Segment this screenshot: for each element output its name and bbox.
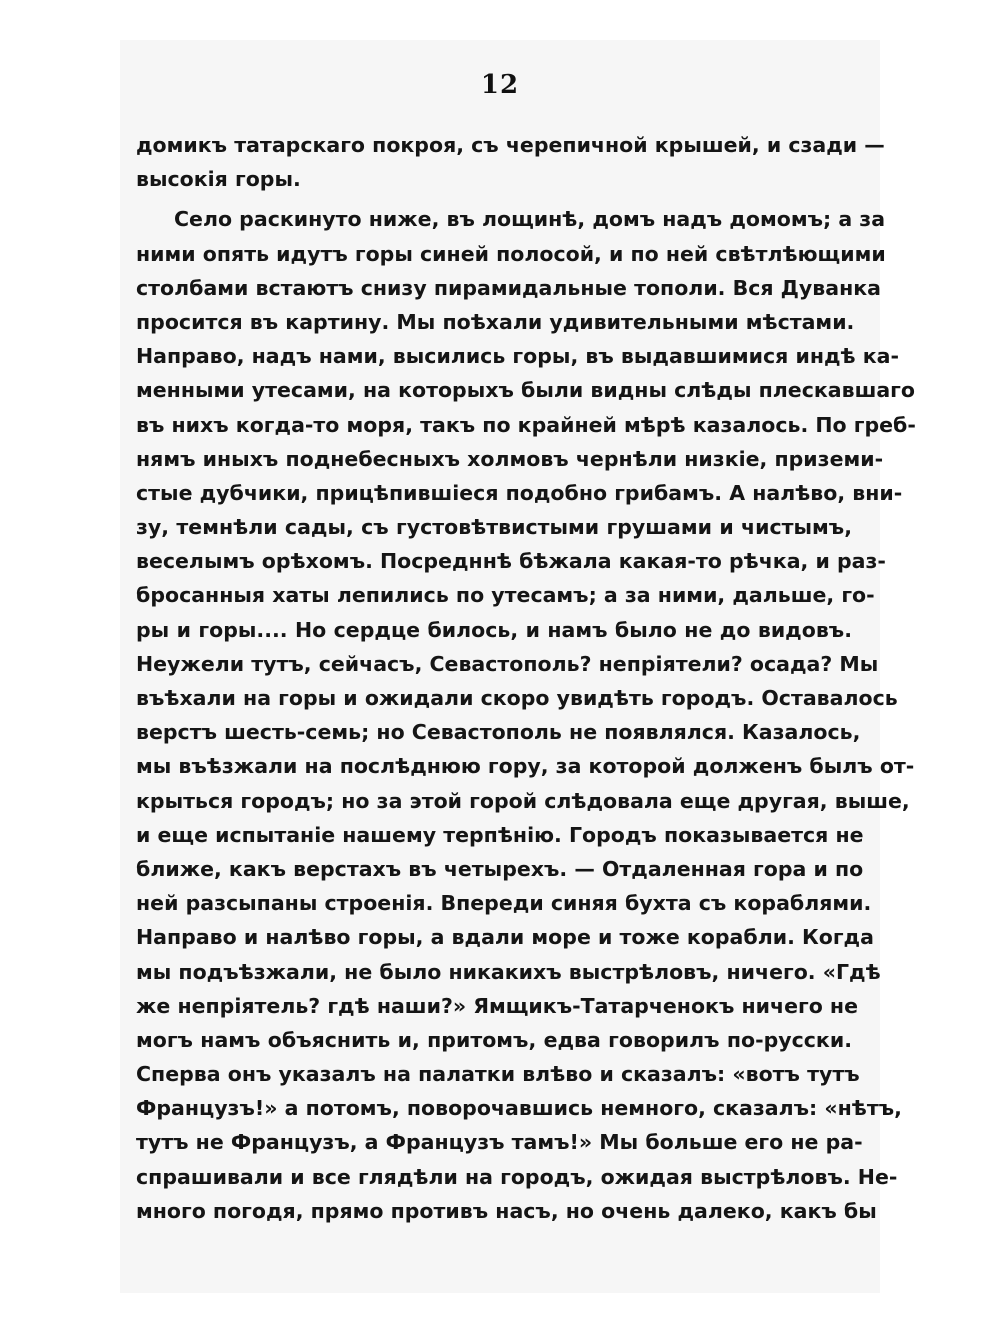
- text-line: домикъ татарскаго покроя, съ черепичной крышей, и сзади —: [136, 133, 885, 157]
- text-line: и еще испытаніе нашему терпѣнію. Городъ показывается не: [136, 822, 864, 847]
- text-line: ними опять идутъ горы синей полосой, и по ней свѣтлѣющими: [136, 241, 886, 266]
- text-line: ней разсыпаны строенія. Впереди синяя бухта съ кораблями.: [136, 891, 872, 916]
- book-page: [120, 40, 916, 1293]
- text-line: столбами встаютъ снизу пирамидальные тополи. Вся Дуванка: [136, 275, 882, 300]
- text-line: крыться городъ; но за этой горой слѣдовала еще другая, выше,: [136, 788, 910, 813]
- text-line: высокія горы.: [136, 167, 301, 192]
- text-line: бросанныя хаты лепились по утесамъ; а за ними, дальше, го-: [136, 583, 875, 608]
- text-line: Французъ!» а потомъ, поворочавшись немного, сказалъ: «нѣтъ,: [136, 1096, 902, 1121]
- text-line: ры и горы.... Но сердце билось, и намъ было не до видовъ.: [136, 617, 852, 642]
- text-line: мы подъѣзжали, не было никакихъ выстрѣловъ, ничего. «Гдѣ: [136, 959, 881, 984]
- text-line: много погодя, прямо противъ насъ, но очень далеко, какъ бы: [136, 1198, 877, 1223]
- text-line: просится въ картину. Мы поѣхали удивительными мѣстами.: [136, 309, 855, 334]
- text-line: Направо и налѣво горы, а вдали море и тоже корабли. Когда: [136, 925, 874, 950]
- text-line: Неужели тутъ, сейчасъ, Севастополь? непріятели? осада? Мы: [136, 651, 879, 676]
- text-line: Направо, надъ нами, высились горы, въ выдавшимися индѣ ка-: [136, 344, 900, 369]
- text-line: Сперва онъ указалъ на палатки влѣво и сказалъ: «вотъ тутъ: [136, 1062, 860, 1087]
- text-line: стые дубчики, прицѣпившіеся подобно грибамъ. А налѣво, вни-: [136, 480, 903, 505]
- text-line: нямъ иныхъ поднебесныхъ холмовъ чернѣли низкіе, приземи-: [136, 446, 884, 471]
- text-line: менными утесами, на которыхъ были видны слѣды плескавшаго: [136, 378, 915, 403]
- text-line: спрашивали и все глядѣли на городъ, ожидая выстрѣловъ. Не-: [136, 1164, 898, 1189]
- text-line: же непріятель? гдѣ наши?» Ямщикъ-Татарченокъ ничего не: [136, 993, 859, 1018]
- text-line: зу, темнѣли сады, съ густовѣтвистыми грушами и чистымъ,: [136, 515, 852, 540]
- text-line: мы въѣзжали на послѣднюю гору, за которой долженъ былъ от-: [136, 754, 915, 779]
- body-text: [136, 128, 916, 1228]
- text-line: могъ намъ объяснить и, притомъ, едва говорилъ по-русски.: [136, 1027, 852, 1052]
- text-line: въѣхали на горы и ожидали скоро увидѣть городъ. Оставалось: [136, 686, 898, 710]
- text-line: ближе, какъ верстахъ въ четырехъ. — Отдаленная гора и по: [136, 856, 864, 881]
- text-line: тутъ не Французъ, а Французъ тамъ!» Мы больше его не ра-: [136, 1130, 863, 1155]
- text-line: верстъ шесть-семь; но Севастополь не появлялся. Казалось,: [136, 720, 861, 745]
- text-line: Село раскинуто ниже, въ лощинѣ, домъ надъ домомъ; а за: [174, 207, 886, 232]
- text-line: въ нихъ когда-то моря, такъ по крайней мѣрѣ казалось. По греб-: [136, 412, 916, 437]
- text-line: веселымъ орѣхомъ. Посредннѣ бѣжала какая-то рѣчка, и раз-: [136, 549, 886, 574]
- page-number: 12: [480, 70, 520, 100]
